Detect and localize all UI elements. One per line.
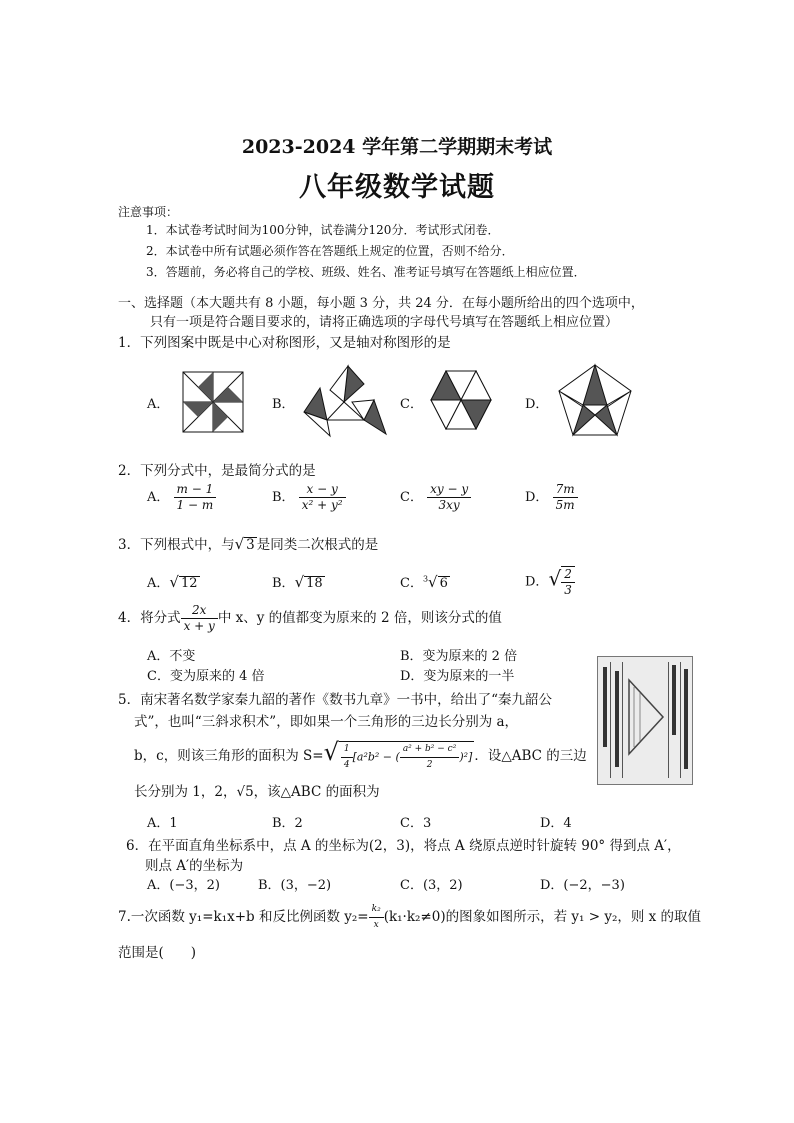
q2-option-a (147, 482, 216, 513)
q5-formula-a: 1 (341, 742, 353, 758)
q4-frac-den: x + y (183, 619, 215, 633)
q2-label-b: B． (272, 490, 295, 505)
q6-line-2: 则点 A′的坐标为 (145, 858, 244, 874)
q3-stem-post: 是同类二次根式的是 (256, 537, 379, 553)
q1-figure-b (292, 364, 388, 438)
q3-d-den: 3 (564, 583, 572, 597)
q2-b-fraction (299, 482, 346, 513)
q6-option-a: A．(−3，2) (147, 878, 220, 893)
q3-stem-radicand: 3 (246, 537, 255, 553)
note-item-3: 3．答题前，务必将自己的学校、班级、姓名、准考证号填写在答题纸上相应位置． (146, 265, 586, 279)
q7-frac-den: x (373, 920, 379, 930)
note-item-1: 1．本试卷考试时间为100分钟，试卷满分120分．考试形式闭卷． (146, 223, 500, 237)
exam-title: 2023-2024 学年第二学期期末考试 (241, 136, 553, 158)
q1-figure-c (430, 369, 492, 431)
q2-option-c (400, 482, 471, 513)
q4-option-b: B．变为原来的 2 倍 (400, 649, 518, 664)
q3-label-d: D． (525, 574, 549, 590)
q2-b-den: x² + y² (301, 498, 343, 512)
book-scan-image (597, 656, 693, 785)
q1-figure-a (182, 371, 244, 433)
q3-option-d: D．√ $\frac{2}{3}$ (525, 566, 575, 598)
q7-line-1 (118, 902, 701, 933)
q6-line-1: 6．在平面直角坐标系中，点 A 的坐标为(2，3)，将点 A 绕原点逆时针旋转 90° 得到点 A′， (126, 838, 681, 854)
q4-stem (118, 603, 502, 634)
book-text-column (684, 669, 688, 769)
q5-line-3-pre: b，c，则该三角形的面积为 S= (134, 748, 324, 764)
q5-option-c: C．3 (400, 816, 432, 831)
q5-formula-f: )² (459, 750, 469, 763)
q2-a-den: 1 − m (176, 498, 214, 512)
q2-label-a: A． (147, 490, 170, 505)
q2-a-fraction (174, 482, 217, 513)
q5-line-1: 5．南宋著名数学家秦九韶的著作《数书九章》一书中，给出了“秦九韶公 (118, 692, 552, 708)
q3-option-b: B．√ 18 (272, 573, 323, 591)
q2-option-b (272, 482, 346, 513)
q2-label-d: D． (525, 490, 549, 505)
q1-stem: 1．下列图案中既是中心对称图形，又是轴对称图形的是 (118, 335, 451, 351)
exam-subtitle: 八年级数学试题 (299, 172, 495, 203)
q5-formula-b: 4 (343, 759, 350, 770)
q2-option-d (525, 482, 578, 513)
q6-option-d: D．(−2，−3) (540, 878, 625, 893)
q4-stem-post: 中 x、y 的值都变为原来的 2 倍，则该分式的值 (217, 610, 502, 626)
q3-c-radicand: 6 (439, 576, 448, 591)
section-heading: 一、选择题（本大题共有 8 小题，每小题 3 分，共 24 分．在每小题所给出的四个选项中， (118, 296, 644, 311)
q2-stem: 2．下列分式中，是最简分式的是 (118, 463, 316, 479)
q3-option-a: A．√ 12 (147, 573, 198, 591)
q3-c-index: 3 (422, 574, 429, 584)
q4-option-d: D．变为原来的一半 (400, 669, 515, 684)
q2-c-num: xy − y (427, 482, 471, 498)
q2-d-den: 5m (555, 498, 575, 512)
q2-a-num: m − 1 (174, 482, 217, 498)
book-triangle-icon (626, 677, 666, 757)
q7-line-1-pre: 7.一次函数 y₁=k₁x+b 和反比例函数 y₂= (118, 909, 369, 925)
q5-option-b: B．2 (272, 816, 303, 831)
q6-option-b: B．(3，−2) (258, 878, 332, 893)
q1-label-d: D． (525, 397, 549, 412)
q2-c-den: 3xy (438, 498, 460, 512)
q3-b-radicand: 18 (306, 576, 323, 591)
q1-label-c: C． (400, 397, 423, 412)
q2-label-c: C． (400, 490, 423, 505)
q3-d-num: 2 (561, 567, 575, 583)
q4-fraction (181, 603, 218, 634)
q2-c-fraction (427, 482, 471, 513)
book-text-column (615, 671, 619, 767)
q5-formula-c: a²b² − ( (356, 750, 400, 763)
q5-option-d: D．4 (540, 816, 572, 831)
q3-label-b: B． (272, 576, 295, 591)
q3-label-a: A． (147, 576, 170, 591)
q2-b-num: x − y (299, 482, 346, 498)
book-line (668, 662, 669, 778)
q5-line-3: b，c，则该三角形的面积为 S=√ $\frac{1}{4}$ [a²b² − ( $\frac{\text{a² + b² − c²}}{2}$ )²] ．设△ABC 的三边 (134, 738, 587, 773)
q3-stem-pre: 3．下列根式中，与 (118, 537, 235, 553)
q5-option-a: A．1 (147, 816, 178, 831)
note-item-2: 2．本试卷中所有试题必须作答在答题纸上规定的位置，否则不给分． (146, 244, 514, 258)
q5-formula-d: a² + b² − c² (400, 742, 460, 758)
q3-a-radicand: 12 (180, 576, 198, 591)
q3-stem: 3．下列根式中，与√ 3 是同类二次根式的是 (118, 535, 379, 553)
q2-d-num: 7m (553, 482, 578, 498)
q5-line-3-post: ．设△ABC 的三边 (474, 748, 587, 764)
q1-label-b: B． (272, 397, 295, 412)
q4-frac-num: 2x (181, 603, 218, 619)
q3-d-fraction (561, 566, 575, 598)
q7-line-1-post: (k₁·k₂≠0)的图象如图所示，若 y₁ > y₂，则 x 的取值 (383, 909, 702, 925)
q7-frac-num: k₂ (369, 902, 384, 918)
q5-formula-e: 2 (426, 759, 433, 770)
q2-d-fraction (553, 482, 578, 513)
q5-line-4: 长分别为 1，2，√5，该△ABC 的面积为 (134, 784, 380, 800)
book-line (680, 662, 681, 778)
book-text-column (603, 667, 607, 747)
section-heading-cont: 只有一项是符合题目要求的，请将正确选项的字母代号填写在答题纸上相应位置） (150, 315, 619, 330)
q3-label-c: C． (400, 576, 423, 591)
q6-option-c: C．(3，2) (400, 878, 463, 893)
book-line (622, 662, 623, 778)
q4-option-c: C．变为原来的 4 倍 (147, 669, 265, 684)
q3-option-c: C．$^3$√ 6 (400, 573, 448, 591)
q1-figure-d (557, 363, 633, 437)
q4-option-a: A．不变 (147, 649, 196, 664)
q7-line-2: 范围是( ) (118, 945, 197, 961)
notes-heading: 注意事项： (118, 205, 179, 219)
book-text-column (672, 665, 676, 735)
q4-stem-pre: 4．将分式 (118, 610, 181, 626)
q1-label-a: A． (147, 397, 170, 412)
book-line (610, 662, 611, 778)
q5-line-2: 式”，也叫“三斜求积术”，即如果一个三角形的三边长分别为 a， (134, 714, 519, 730)
